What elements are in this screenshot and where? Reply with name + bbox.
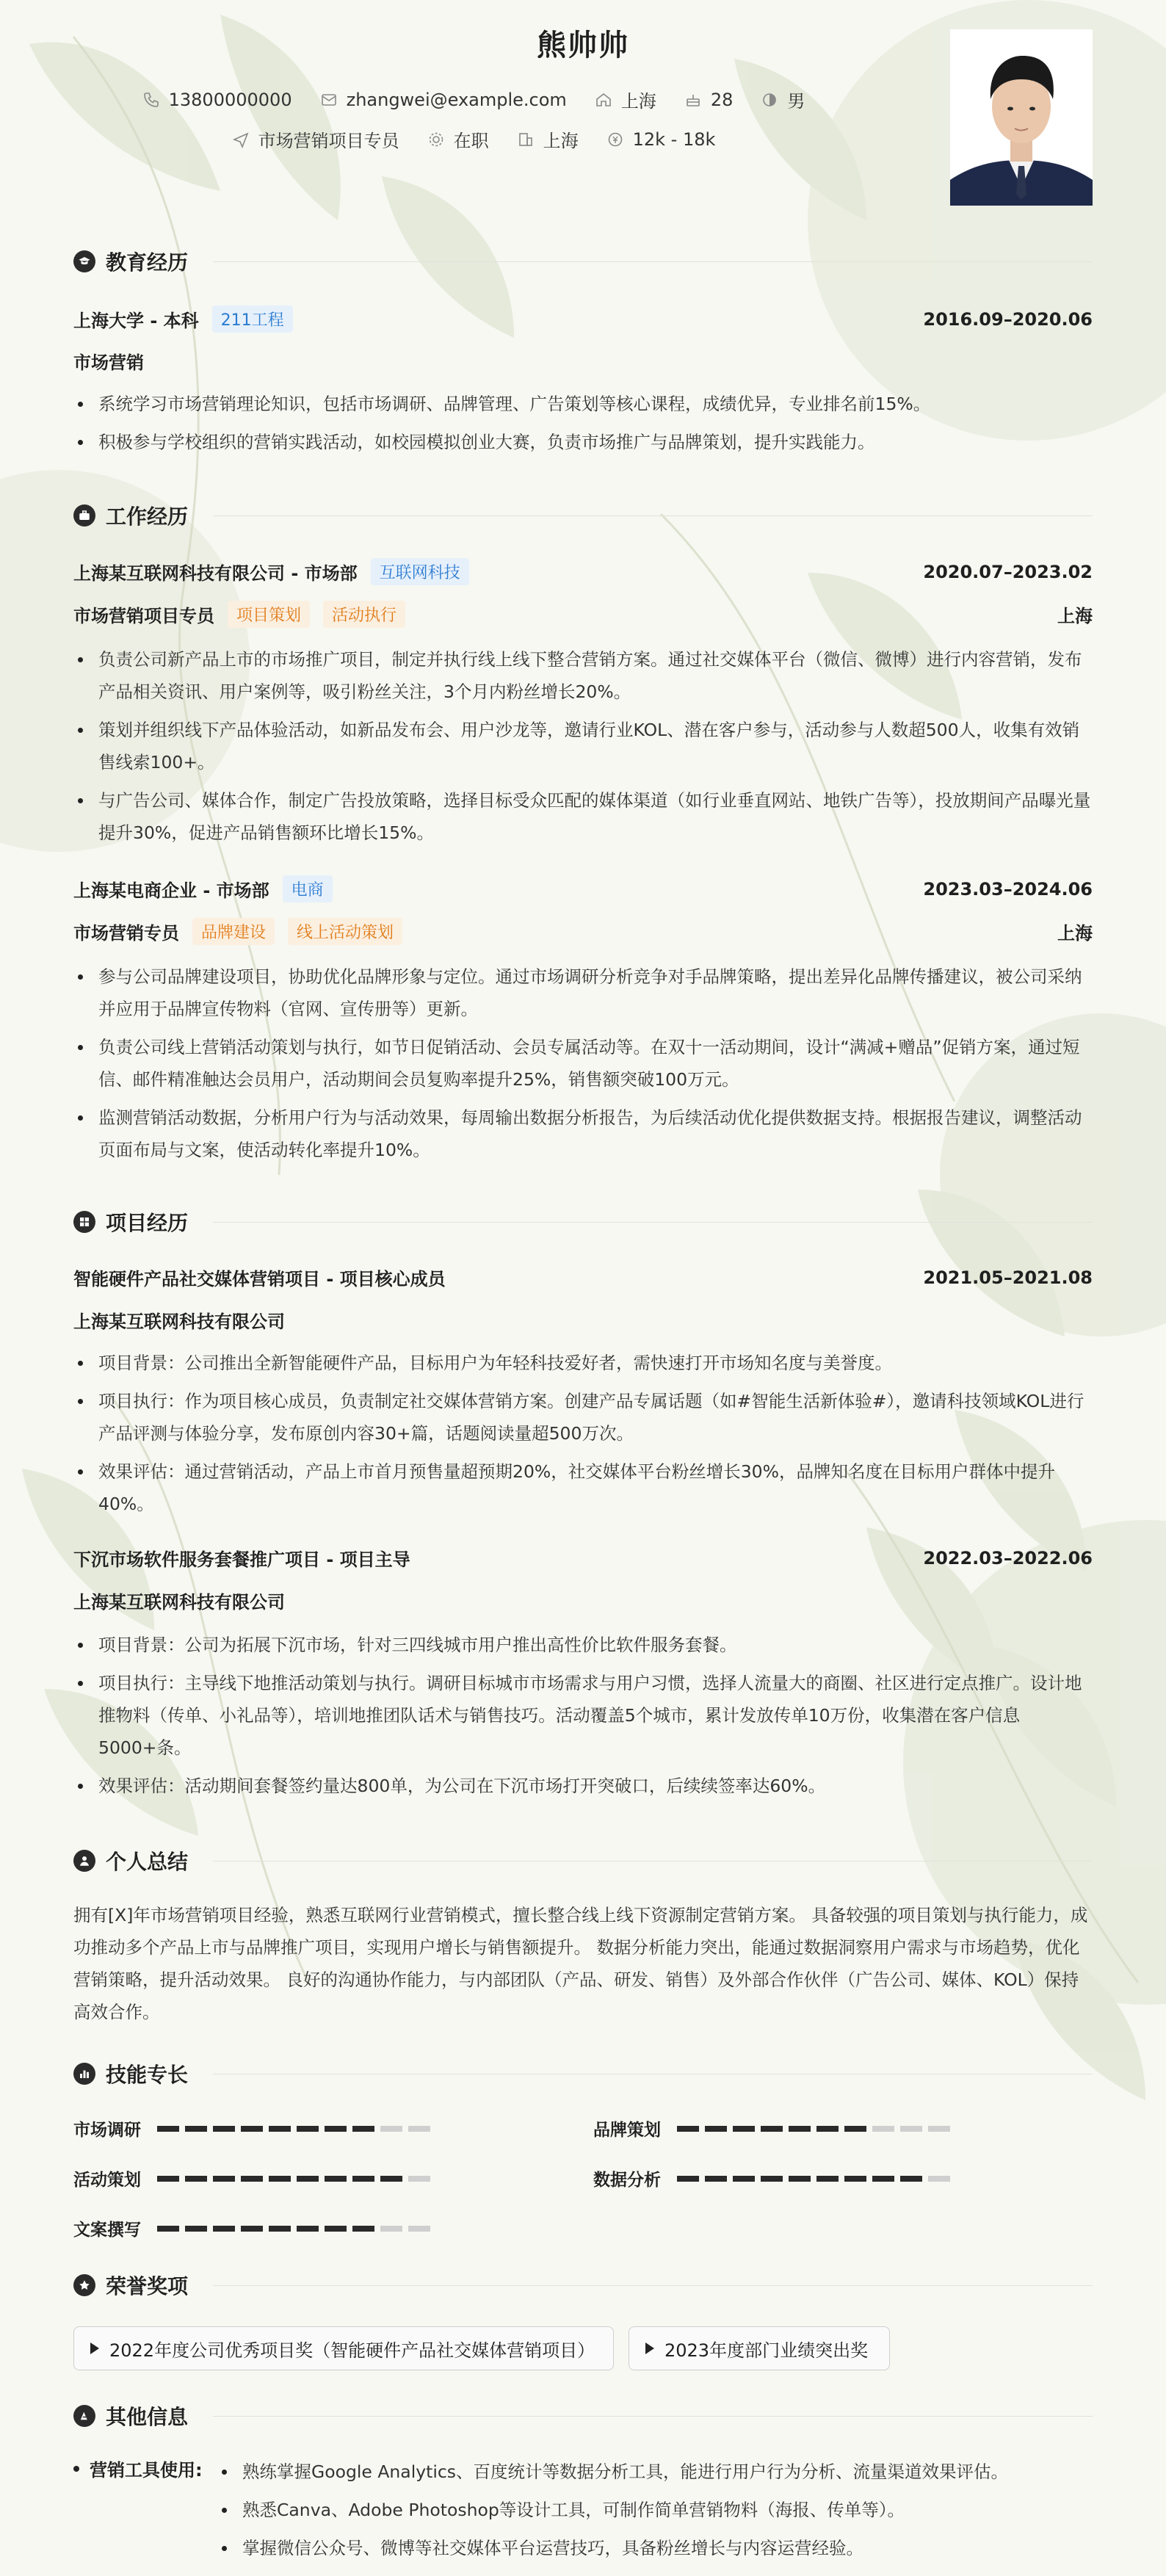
skill-item xyxy=(593,2166,950,2190)
projects-section-title xyxy=(73,1207,188,1237)
skill-level-segment xyxy=(297,2126,319,2132)
list-item: 策划并组织线下产品体验活动，如新品发布会、用户沙龙等，邀请行业KOL、潜在客户参与，活动参与人数超500人，收集有效销售线索100+。 xyxy=(73,714,1093,778)
list-item: 负责公司线上营销活动策划与执行，如节日促销活动、会员专属活动等。在双十一活动期间，设计“满减+赠品”促销方案，通过短信、邮件精准触达会员用户，活动期间会员复购率提升25%，销售额突破100万元。 xyxy=(73,1031,1093,1096)
skill-level-segment xyxy=(380,2126,402,2132)
role-name: 市场营销专员 xyxy=(73,923,179,944)
skill-level-segment xyxy=(297,2176,319,2182)
salary-item xyxy=(606,129,716,150)
skill-item xyxy=(73,2166,430,2190)
bar-chart-icon xyxy=(73,2063,95,2085)
project-bullets-2 xyxy=(73,1629,1093,1802)
grid-icon xyxy=(73,1211,95,1233)
work-entry-header-2 xyxy=(73,875,1093,902)
tools-icon xyxy=(73,2405,95,2427)
list-item: 效果评估：活动期间套餐签约量达800单，为公司在下沉市场打开突破口，后续续签率达60%。 xyxy=(73,1770,1093,1802)
list-item: 熟练掌握Google Analytics、百度统计等数据分析工具，能进行用户行为分析、流量渠道效果评估。 xyxy=(220,2453,1093,2491)
work-section-label: 工作经历 xyxy=(106,504,189,529)
target-job-text: 市场营销项目专员 xyxy=(258,131,399,151)
awards-section-label: 荣誉奖项 xyxy=(106,2274,189,2298)
list-item: 项目执行：主导线下地推活动策划与执行。调研目标城市市场需求与用户习惯，选择人流量大的商圈、社区进行定点推广。设计地推物料（传单、小礼品等），培训地推团队话术与销售技巧。活动覆盖5个城市，累计发放传单10万份，收集潜在客户信息5000+条。 xyxy=(73,1667,1093,1764)
major: 市场营销 xyxy=(73,352,144,373)
medal-icon xyxy=(73,2274,95,2296)
tools-label: 营销工具使用: xyxy=(90,2460,203,2481)
projects-section-label: 项目经历 xyxy=(106,1211,189,1235)
skill-level-segment xyxy=(241,2126,263,2132)
work-date: 2020.07–2023.02 xyxy=(923,561,1093,582)
skill-level-segment xyxy=(705,2126,727,2132)
project-entry-header-1 xyxy=(73,1265,1093,1290)
education-section-title xyxy=(73,247,188,276)
divider xyxy=(213,261,1093,262)
school-name: 上海大学 - 本科 xyxy=(73,311,199,331)
skill-level-segment xyxy=(900,2176,922,2182)
skill-level-segment xyxy=(213,2226,235,2232)
skill-level-segment xyxy=(185,2126,207,2132)
bullet-dot xyxy=(73,2466,79,2472)
role-tag: 活动执行 xyxy=(323,601,405,628)
industry-tag: 电商 xyxy=(283,875,333,902)
skill-level-segment xyxy=(380,2176,402,2182)
salary-text: 12k - 18k xyxy=(632,129,716,150)
list-item: 掌握微信公众号、微博等社交媒体平台运营技巧，具备粉丝增长与内容运营经验。 xyxy=(220,2529,1093,2567)
gender-text: 男 xyxy=(787,91,805,112)
project-company: 上海某互联网科技有限公司 xyxy=(73,1311,285,1332)
skill-name: 活动策划 xyxy=(73,2171,141,2190)
award-item xyxy=(629,2326,890,2370)
education-section-label: 教育经历 xyxy=(106,250,189,275)
skill-level-segment xyxy=(325,2176,347,2182)
work-city: 上海 xyxy=(1057,606,1093,626)
project-bullets-1 xyxy=(73,1347,1093,1520)
education-bullets xyxy=(73,388,1093,458)
award-text: 2023年度部门业绩突出奖 xyxy=(665,2340,869,2361)
list-item: 项目背景：公司为拓展下沉市场，针对三四线城市用户推出高性价比软件服务套餐。 xyxy=(73,1629,1093,1661)
coin-icon xyxy=(606,131,624,148)
home-icon xyxy=(595,91,612,109)
skills-section-title xyxy=(73,2059,188,2088)
skill-level-segment xyxy=(157,2126,179,2132)
skill-level-segment xyxy=(761,2176,783,2182)
other-section-title xyxy=(73,2401,188,2431)
location-item xyxy=(595,87,656,112)
skill-level-segment xyxy=(269,2176,291,2182)
skill-item xyxy=(73,2216,430,2240)
age-text: 28 xyxy=(710,89,734,110)
skill-level-segment xyxy=(900,2126,922,2132)
send-icon xyxy=(232,131,250,148)
candidate-name: 熊帅帅 xyxy=(537,29,629,62)
skill-level-segment xyxy=(816,2176,839,2182)
briefcase-icon xyxy=(73,504,95,527)
divider xyxy=(213,515,1093,516)
school-tag: 211工程 xyxy=(212,305,293,333)
skill-level-segment xyxy=(705,2176,727,2182)
age-item xyxy=(684,90,734,110)
divider xyxy=(213,2285,1093,2286)
summary-text: 拥有[X]年市场营销项目经验，熟悉互联网行业营销模式，擅长整合线上线下资源制定营销方案。 具备较强的项目策划与执行能力，成功推动多个产品上市与品牌推广项目，实现用户增长与销售额提升。 数据分析能力突出，能通过数据洞察用户需求与市场趋势，优化营销策略，提升活动效果。 良好的沟通协作能力，与内部团队（产品、研发、销售）及外部合作伙伴（广告公司、媒体、KOL）保持高效合作。 xyxy=(73,1905,1088,2022)
triangle-icon xyxy=(90,2342,99,2354)
skill-level-segment xyxy=(380,2226,402,2232)
industry-tag: 互联网科技 xyxy=(371,558,469,585)
project-date: 2021.05–2021.08 xyxy=(923,1267,1093,1288)
skill-name: 市场调研 xyxy=(73,2121,141,2140)
skill-level-segment xyxy=(789,2126,811,2132)
company-name: 上海某电商企业 - 市场部 xyxy=(73,880,269,901)
gender-icon xyxy=(761,91,778,109)
skill-level-segment xyxy=(157,2226,179,2232)
list-item: 参与公司品牌建设项目，协助优化品牌形象与定位。通过市场调研分析竞争对手品牌策略，提出差异化品牌传播建议，被公司采纳并应用于品牌宣传物料（官网、宣传册等）更新。 xyxy=(73,960,1093,1025)
profile-photo xyxy=(950,29,1093,206)
target-city-text: 上海 xyxy=(543,131,579,151)
list-item: 项目背景：公司推出全新智能硬件产品，目标用户为年轻科技爱好者，需快速打开市场知名度与美誉度。 xyxy=(73,1347,1093,1379)
education-date: 2016.09–2020.06 xyxy=(923,308,1093,330)
award-text: 2022年度公司优秀项目奖（智能硬件产品社交媒体营销项目） xyxy=(109,2340,595,2361)
skill-name: 数据分析 xyxy=(593,2171,661,2190)
status-item xyxy=(427,126,489,152)
skill-level-segment xyxy=(157,2176,179,2182)
project-company: 上海某互联网科技有限公司 xyxy=(73,1592,285,1613)
skill-level-segment xyxy=(677,2126,699,2132)
skill-level-segment xyxy=(761,2126,783,2132)
role-name: 市场营销项目专员 xyxy=(73,606,214,626)
phone-item xyxy=(142,90,292,110)
skill-level-segment xyxy=(408,2126,430,2132)
skill-level-segment xyxy=(677,2176,699,2182)
status-text: 在职 xyxy=(453,131,489,151)
email-item xyxy=(320,90,567,110)
divider xyxy=(213,1222,1093,1223)
skill-level-segment xyxy=(844,2126,866,2132)
skill-level-segment xyxy=(408,2176,430,2182)
skill-level-segment xyxy=(789,2176,811,2182)
skill-level-segment xyxy=(352,2176,374,2182)
project-title: 下沉市场软件服务套餐推广项目 - 项目主导 xyxy=(73,1549,410,1570)
award-item xyxy=(73,2326,614,2370)
skill-item xyxy=(593,2116,950,2141)
target-city-item xyxy=(517,126,579,152)
list-item: 熟悉Canva、Adobe Photoshop等设计工具，可制作简单营销物料（海报、传单等）。 xyxy=(220,2491,1093,2529)
job-intent-row xyxy=(0,126,947,152)
summary-section-title xyxy=(73,1846,188,1875)
work-bullets-1 xyxy=(73,643,1093,849)
target-job-item xyxy=(232,126,399,152)
skill-level-segment xyxy=(185,2226,207,2232)
skill-name: 品牌策划 xyxy=(593,2121,661,2140)
company-name: 上海某互联网科技有限公司 - 市场部 xyxy=(73,563,358,584)
list-item: 系统学习市场营销理论知识，包括市场调研、品牌管理、广告策划等核心课程，成绩优异，专业排名前15%。 xyxy=(73,388,1093,420)
skill-level-segment xyxy=(408,2226,430,2232)
skill-level-segment xyxy=(269,2226,291,2232)
email-text: zhangwei@example.com xyxy=(346,89,567,110)
skill-level-segment xyxy=(325,2226,347,2232)
skill-level-segment xyxy=(872,2126,894,2132)
awards-section-title xyxy=(73,2271,188,2300)
project-entry-header-2 xyxy=(73,1545,1093,1571)
tools-label-row xyxy=(73,2456,203,2481)
work-role-row-1 xyxy=(73,601,1093,628)
role-tag: 品牌建设 xyxy=(192,918,275,945)
skill-level-segment xyxy=(241,2226,263,2232)
work-date: 2023.03–2024.06 xyxy=(923,878,1093,900)
gender-item xyxy=(761,87,805,112)
graduation-cap-icon xyxy=(73,250,95,272)
list-item: 项目执行：作为项目核心成员，负责制定社交媒体营销方案。创建产品专属话题（如#智能生活新体验#），邀请科技领域KOL进行产品评测与体验分享，发布原创内容30+篇，话题阅读量超500万次。 xyxy=(73,1385,1093,1450)
skills-section-label: 技能专长 xyxy=(106,2063,189,2087)
skill-level-segment xyxy=(352,2226,374,2232)
work-section-title xyxy=(73,501,188,530)
skill-item xyxy=(73,2116,430,2141)
triangle-icon xyxy=(645,2342,654,2354)
skill-level-segment xyxy=(844,2176,866,2182)
phone-text: 13800000000 xyxy=(168,89,292,110)
skill-level-segment xyxy=(325,2126,347,2132)
skill-level-segment xyxy=(269,2126,291,2132)
project-title: 智能硬件产品社交媒体营销项目 - 项目核心成员 xyxy=(73,1269,446,1289)
list-item: 负责公司新产品上市的市场推广项目，制定并执行线上线下整合营销方案。通过社交媒体平台（微信、微博）进行内容营销，发布产品相关资讯、用户案例等，吸引粉丝关注，3个月内粉丝增长20%。 xyxy=(73,643,1093,708)
location-text: 上海 xyxy=(620,91,656,112)
gear-icon xyxy=(427,131,445,148)
skill-level-bar xyxy=(677,2126,950,2132)
list-item: 积极参与学校组织的营销实践活动，如校园模拟创业大赛，负责市场推广与品牌策划，提升实践能力。 xyxy=(73,426,1093,458)
skill-level-bar xyxy=(677,2176,950,2182)
list-item: 监测营销活动数据，分析用户行为与活动效果，每周输出数据分析报告，为后续活动优化提供数据支持。根据报告建议，调整活动页面布局与文案，使活动转化率提升10%。 xyxy=(73,1101,1093,1166)
skill-level-segment xyxy=(297,2226,319,2232)
skill-level-segment xyxy=(733,2176,755,2182)
education-entry-header xyxy=(73,305,1093,333)
cake-icon xyxy=(684,91,702,109)
work-entry-header-1 xyxy=(73,558,1093,585)
skill-level-segment xyxy=(928,2176,950,2182)
skill-level-bar xyxy=(157,2226,430,2232)
divider xyxy=(213,2416,1093,2417)
skill-level-bar xyxy=(157,2126,430,2132)
skill-level-segment xyxy=(872,2176,894,2182)
summary-section-label: 个人总结 xyxy=(106,1850,189,1874)
divider xyxy=(213,1861,1093,1862)
role-tag: 线上活动策划 xyxy=(288,918,402,945)
work-city: 上海 xyxy=(1057,923,1093,944)
phone-icon xyxy=(142,91,160,109)
tools-list xyxy=(220,2453,1093,2567)
user-icon xyxy=(73,1850,95,1872)
skill-name: 文案撰写 xyxy=(73,2221,141,2240)
work-role-row-2 xyxy=(73,918,1093,945)
project-date: 2022.03–2022.06 xyxy=(923,1547,1093,1569)
role-tag: 项目策划 xyxy=(228,601,310,628)
skill-level-segment xyxy=(733,2126,755,2132)
project-company-row-1 xyxy=(73,1307,1093,1333)
skill-level-segment xyxy=(185,2176,207,2182)
list-item: 与广告公司、媒体合作，制定广告投放策略，选择目标受众匹配的媒体渠道（如行业垂直网站、地铁广告等），投放期间产品曝光量提升30%，促进产品销售额环比增长15%。 xyxy=(73,784,1093,849)
education-major-row xyxy=(73,348,1093,374)
skill-level-segment xyxy=(816,2126,839,2132)
skill-level-segment xyxy=(241,2176,263,2182)
mail-icon xyxy=(320,91,338,109)
contact-row xyxy=(0,87,947,112)
other-section-label: 其他信息 xyxy=(106,2405,189,2429)
project-company-row-2 xyxy=(73,1588,1093,1613)
skill-level-bar xyxy=(157,2176,430,2182)
building-icon xyxy=(517,131,535,148)
work-bullets-2 xyxy=(73,960,1093,1166)
skill-level-segment xyxy=(928,2126,950,2132)
skill-level-segment xyxy=(213,2126,235,2132)
list-item: 效果评估：通过营销活动，产品上市首月预售量超预期20%，社交媒体平台粉丝增长30%，品牌知名度在目标用户群体中提升40%。 xyxy=(73,1455,1093,1520)
skill-level-segment xyxy=(213,2176,235,2182)
skill-level-segment xyxy=(352,2126,374,2132)
